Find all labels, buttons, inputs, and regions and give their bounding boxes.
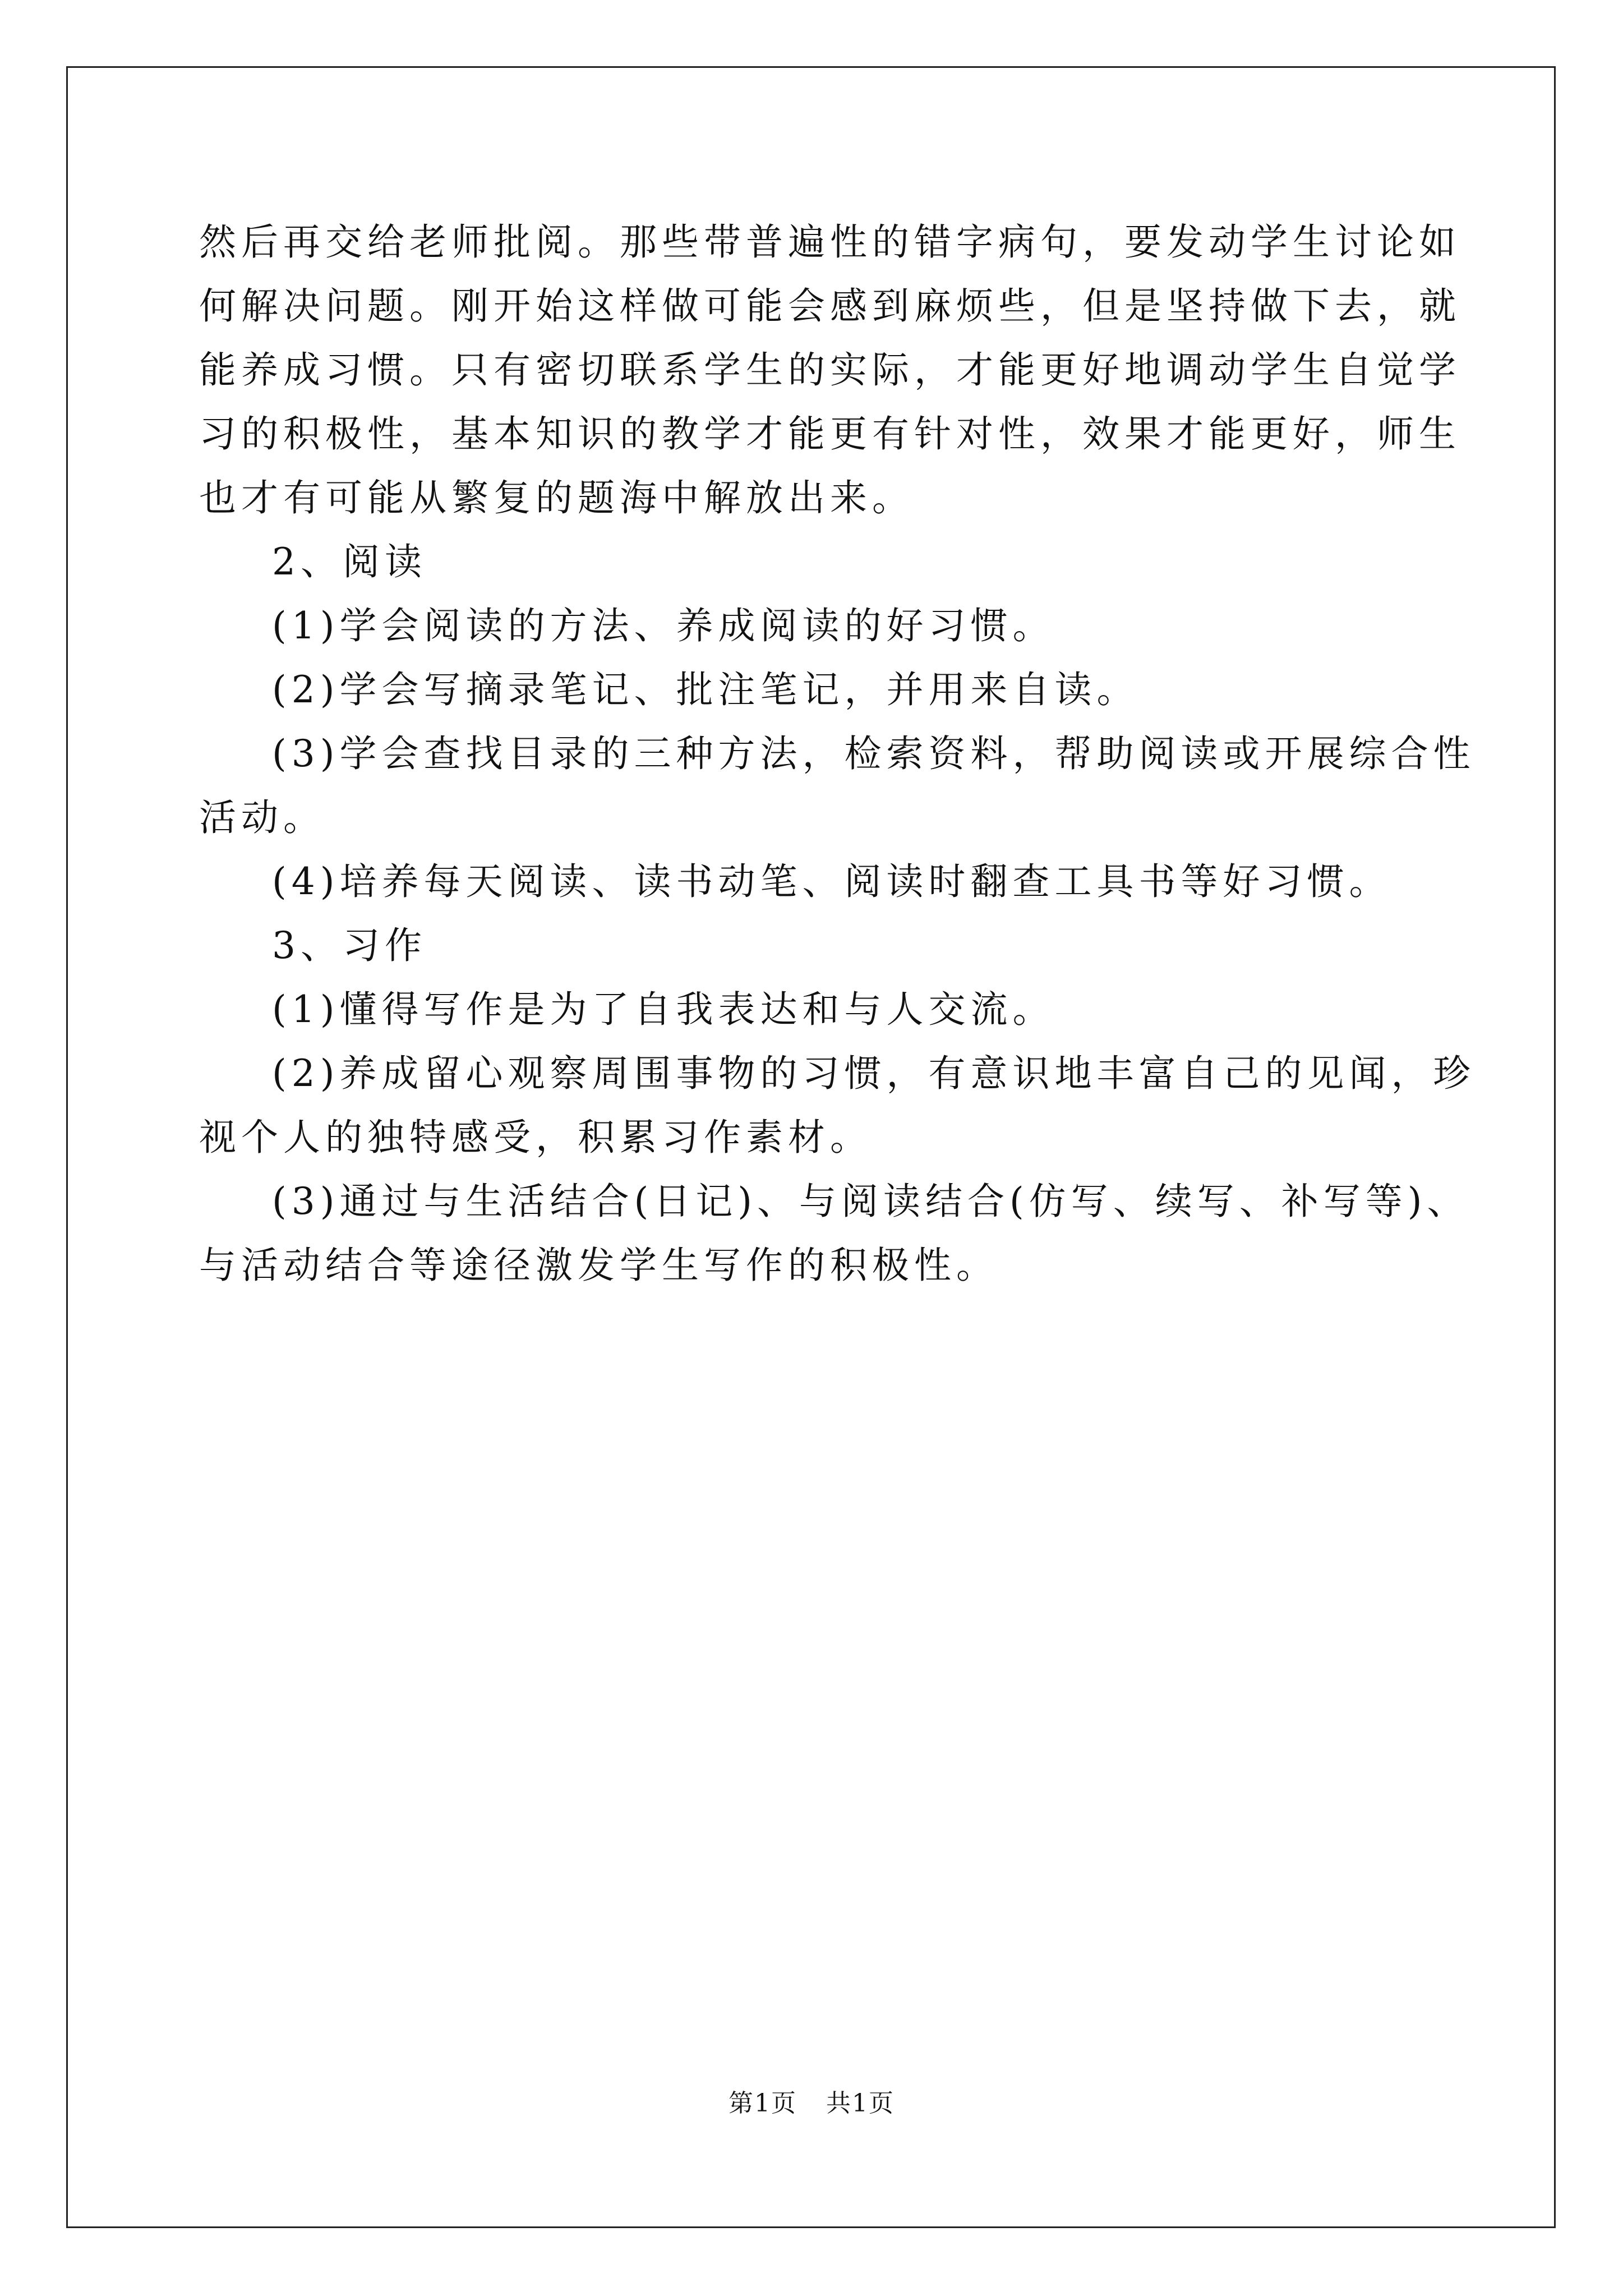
page-number: 第1页 <box>728 2089 797 2118</box>
list-item: (2)学会写摘录笔记、批注笔记，并用来自读。 <box>272 668 1139 711</box>
text-line: 能养成习惯。只有密切联系学生的实际，才能更好地调动学生自觉学 <box>199 348 1461 392</box>
list-item: (3)通过与生活结合(日记)、与阅读结合(仿写、续写、补写等)、 <box>272 1180 1469 1223</box>
text-line: 也才有可能从繁复的题海中解放出来。 <box>199 476 914 519</box>
section-heading-reading: 2、阅读 <box>272 540 427 583</box>
section-heading-writing: 3、习作 <box>272 924 427 967</box>
page-footer <box>0 2087 1623 2120</box>
list-item: (3)学会查找目录的三种方法，检索资料，帮助阅读或开展综合性 <box>272 732 1476 775</box>
text-line: 活动。 <box>199 796 325 839</box>
text-line: 何解决问题。刚开始这样做可能会感到麻烦些，但是坚持做下去，就 <box>199 284 1461 328</box>
text-line: 然后再交给老师批阅。那些带普遍性的错字病句，要发动学生讨论如 <box>199 220 1461 264</box>
list-item: (4)培养每天阅读、读书动笔、阅读时翻查工具书等好习惯。 <box>272 860 1391 903</box>
list-item: (1)懂得写作是为了自我表达和与人交流。 <box>272 988 1055 1031</box>
document-body <box>199 210 1476 1297</box>
page-total: 共1页 <box>826 2089 895 2118</box>
list-item: (2)养成留心观察周围事物的习惯，有意识地丰富自己的见闻，珍 <box>272 1052 1476 1095</box>
text-line: 与活动结合等途径激发学生写作的积极性。 <box>199 1244 998 1287</box>
text-line: 习的积极性，基本知识的教学才能更有针对性，效果才能更好，师生 <box>199 412 1461 455</box>
list-item: (1)学会阅读的方法、养成阅读的好习惯。 <box>272 604 1055 647</box>
text-line: 视个人的独特感受，积累习作素材。 <box>199 1116 872 1159</box>
